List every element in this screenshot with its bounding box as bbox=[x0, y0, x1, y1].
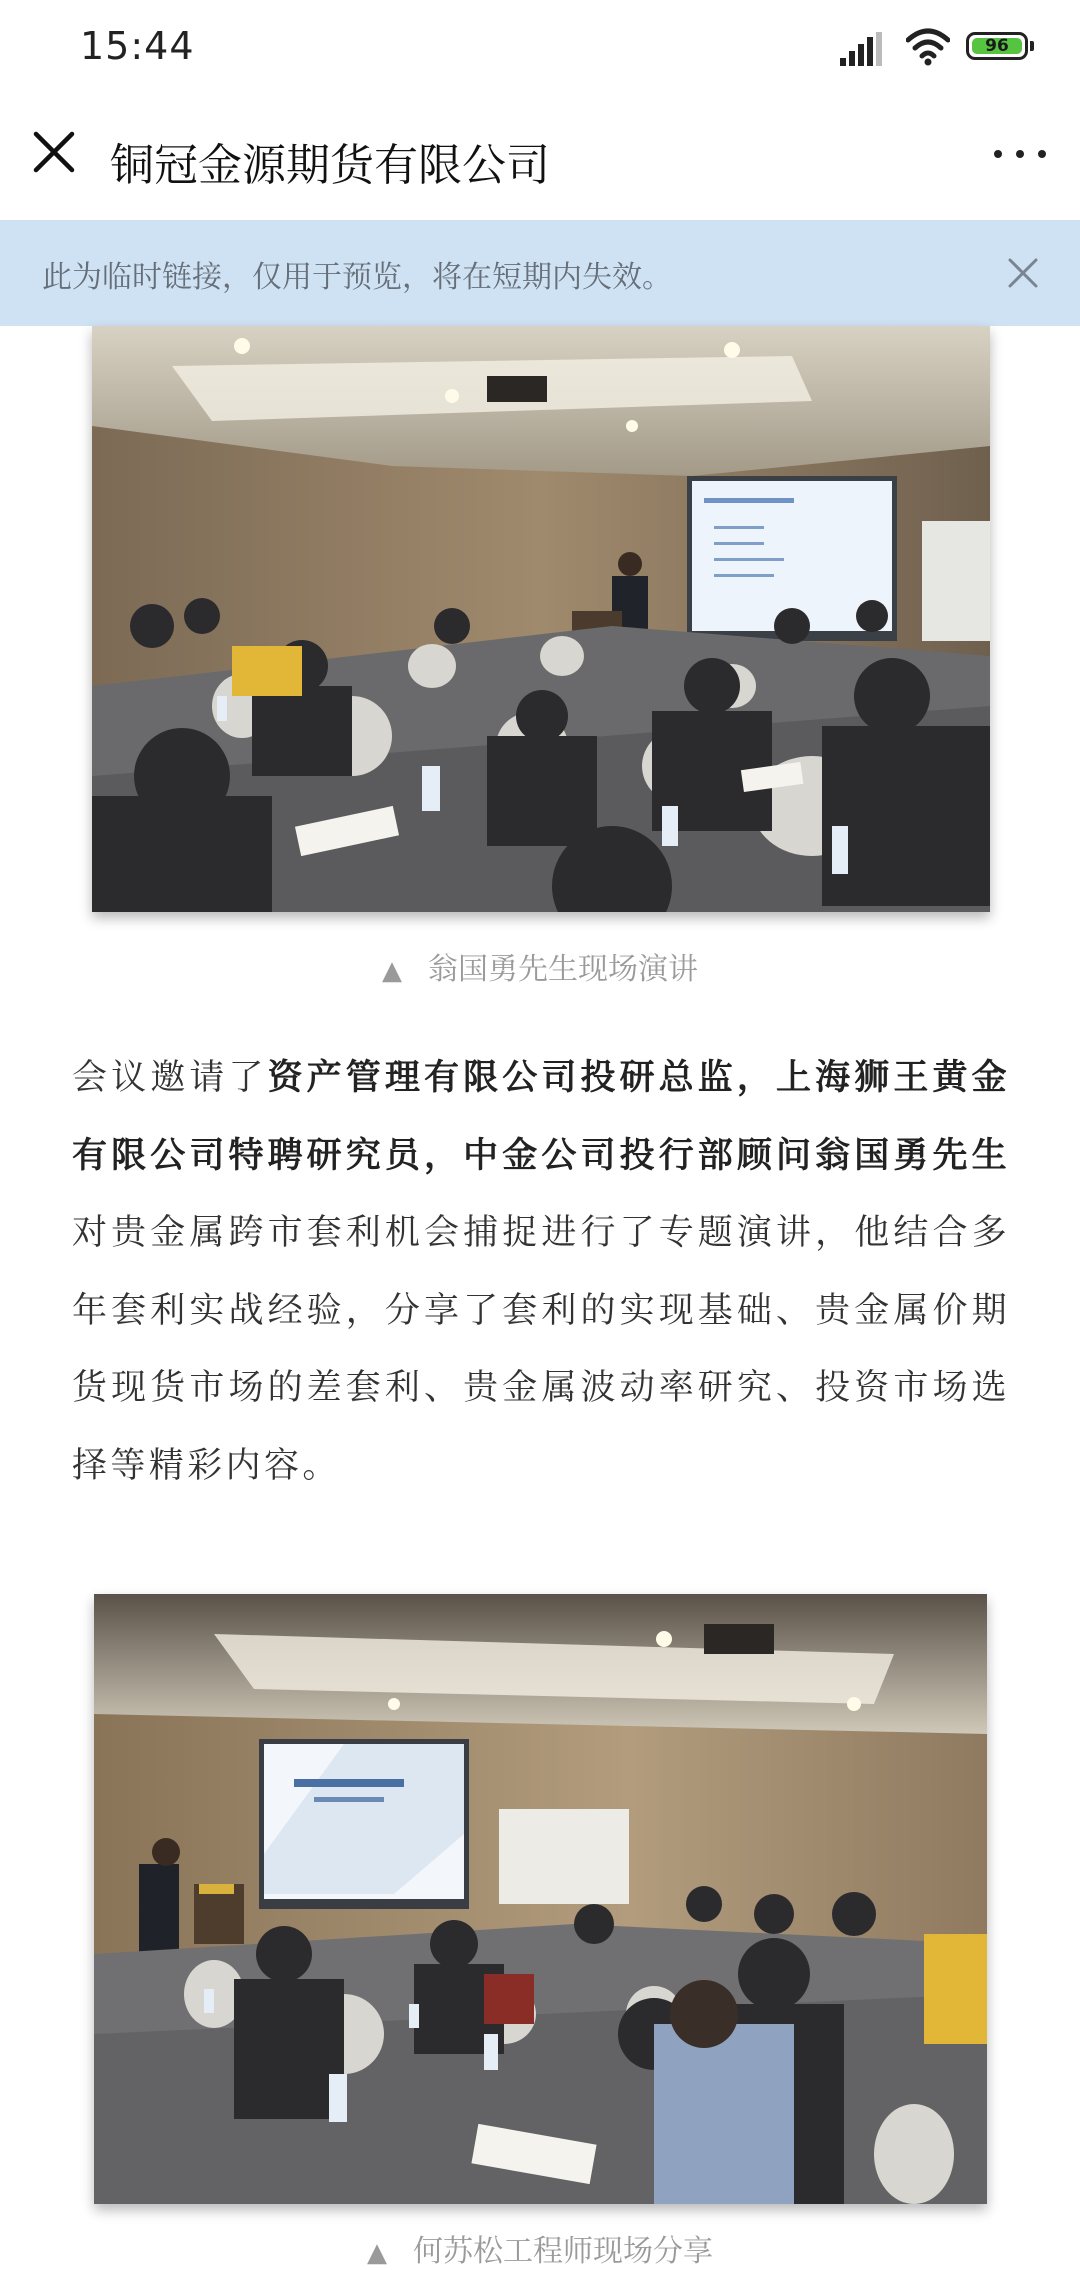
paragraph-body: 对贵金属跨市套利机会捕捉进行了专题演讲，他结合多年套利实战经验，分享了套利的实现基础、贵金属价期货现货市场的差套利、贵金属波动率研究、投资市场选择等精彩内容。 bbox=[72, 1213, 1010, 1486]
article-paragraph bbox=[72, 1040, 1010, 1505]
battery-icon bbox=[966, 32, 1028, 60]
preview-notice-banner bbox=[0, 220, 1080, 326]
battery-level: 96 bbox=[972, 38, 1022, 54]
nav-bar bbox=[0, 96, 1080, 220]
conference-photo-audience bbox=[94, 1594, 987, 2204]
notice-text: 此为临时链接，仅用于预览，将在短期内失效。 bbox=[42, 260, 672, 295]
paragraph-intro: 会议邀请了 bbox=[72, 1058, 268, 1098]
caption-triangle-icon: ▲ bbox=[367, 2238, 387, 2268]
photo-caption bbox=[0, 2226, 1080, 2270]
photo-caption-text: 何苏松工程师现场分享 bbox=[413, 2234, 713, 2269]
photo-caption bbox=[0, 944, 1080, 988]
status-icons bbox=[840, 28, 1040, 68]
close-icon[interactable] bbox=[28, 126, 80, 178]
page-title: 铜冠金源期货有限公司 bbox=[110, 140, 550, 191]
signal-icon bbox=[840, 32, 884, 66]
more-icon[interactable] bbox=[990, 134, 1050, 174]
wifi-icon bbox=[906, 28, 950, 66]
conference-photo-speaker bbox=[92, 326, 990, 912]
photo-caption-text: 翁国勇先生现场演讲 bbox=[428, 952, 698, 987]
battery-tip bbox=[1030, 41, 1034, 51]
caption-triangle-icon: ▲ bbox=[382, 956, 402, 986]
status-time: 15:44 bbox=[80, 24, 195, 68]
status-bar bbox=[0, 0, 1080, 96]
paragraph-speaker-bold: 资产管理有限公司投研总监，上海狮王黄金有限公司特聘研究员，中金公司投行部顾问翁国勇先生 bbox=[72, 1058, 1010, 1176]
notice-close-icon[interactable] bbox=[1006, 256, 1040, 290]
